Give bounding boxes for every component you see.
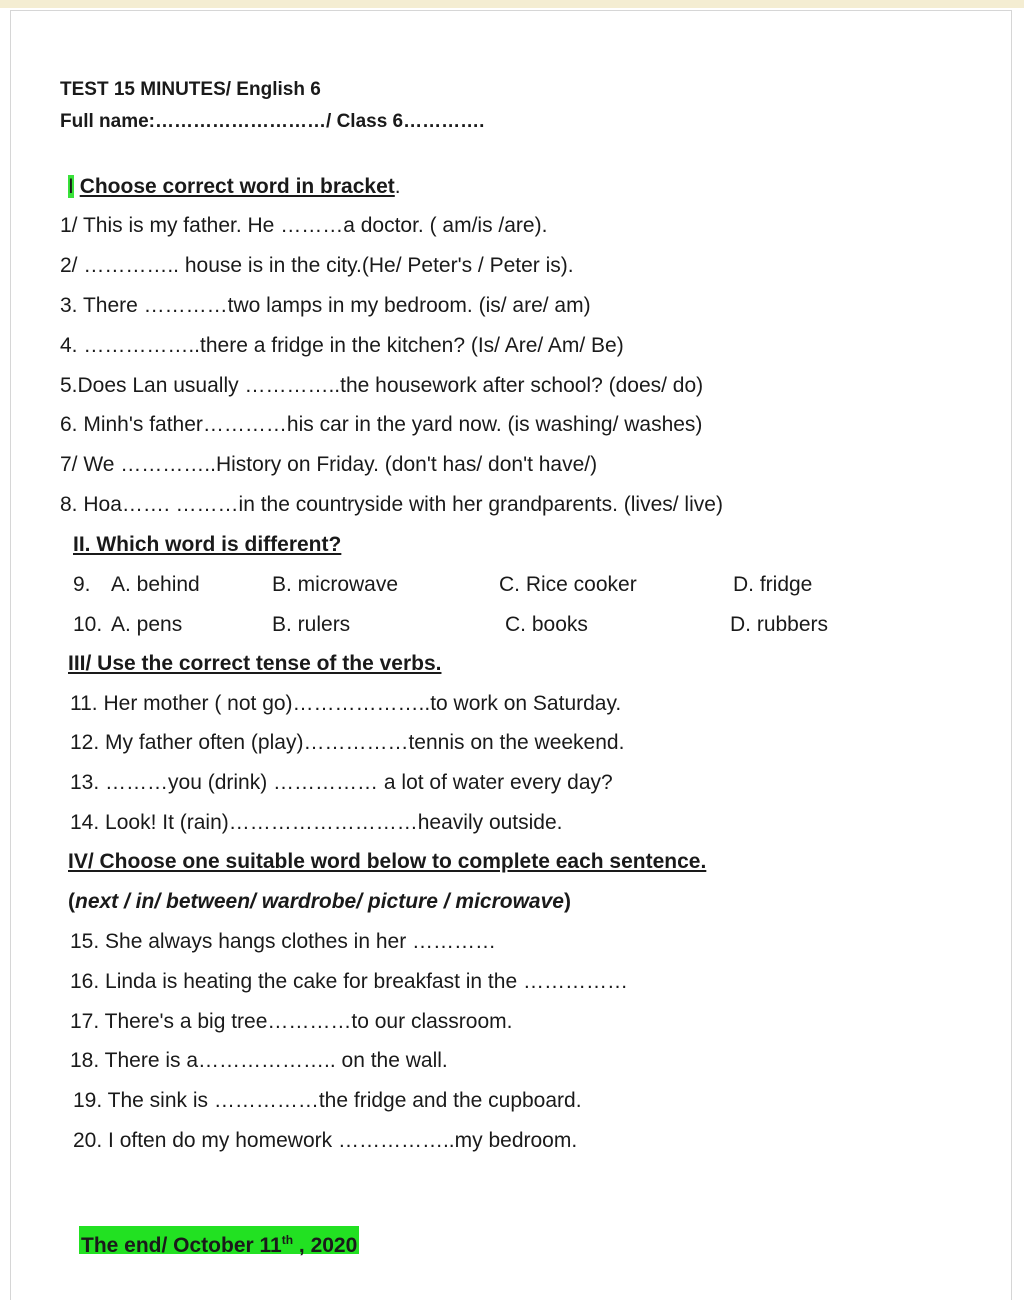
question-20: 20. I often do my homework ……………..my bedroom. bbox=[73, 1129, 578, 1152]
question-18: 18. There is a……………….. on the wall. bbox=[70, 1049, 448, 1072]
top-edge-bar bbox=[0, 0, 1024, 8]
question-15: 15. She always hangs clothes in her ………… bbox=[70, 930, 497, 953]
end-date-label bbox=[79, 1226, 359, 1257]
question-1: 1/ This is my father. He ………a doctor. ( am/is /are). bbox=[60, 214, 548, 237]
question-12: 12. My father often (play)……………tennis on the weekend. bbox=[70, 731, 625, 754]
question-10-number: 10. bbox=[73, 613, 103, 636]
full-name-line: Full name:………………………/ Class 6…………. bbox=[60, 111, 485, 132]
question-11: 11. Her mother ( not go)………………..to work on Saturday. bbox=[70, 692, 622, 715]
question-9-number: 9. bbox=[73, 573, 91, 596]
question-10-option-a: A. pens bbox=[111, 613, 183, 636]
section-1-roman: I bbox=[68, 175, 74, 198]
question-2: 2/ ………….. house is in the city.(He/ Peter's / Peter is). bbox=[60, 254, 574, 277]
question-9-option-c: C. Rice cooker bbox=[499, 573, 637, 596]
section-2-title: II. Which word is different? bbox=[73, 533, 342, 556]
question-3: 3. There …………two lamps in my bedroom. (is/ are/ am) bbox=[60, 294, 591, 317]
question-14: 14. Look! It (rain)………………………heavily outside. bbox=[70, 811, 563, 834]
question-10-option-b: B. rulers bbox=[272, 613, 351, 636]
word-bank-close: ) bbox=[563, 890, 571, 913]
end-text: The end/ October 11 bbox=[81, 1234, 282, 1257]
word-bank-words: next / in/ between/ wardrobe/ picture / microwave bbox=[75, 890, 564, 913]
end-year: , 2020 bbox=[293, 1234, 358, 1257]
question-9-option-b: B. microwave bbox=[272, 573, 399, 596]
section-1-heading bbox=[68, 174, 401, 200]
question-19: 19. The sink is ……………the fridge and the cupboard. bbox=[73, 1089, 582, 1112]
section-1-title: Choose correct word in bracket bbox=[79, 175, 395, 198]
question-17: 17. There's a big tree…………to our classroom. bbox=[70, 1010, 513, 1033]
question-10-option-d: D. rubbers bbox=[730, 613, 829, 636]
section-4-title: IV/ Choose one suitable word below to complete each sentence. bbox=[68, 850, 707, 873]
question-4: 4. ……………..there a fridge in the kitchen? (Is/ Are/ Am/ Be) bbox=[60, 334, 624, 357]
question-10-option-c: C. books bbox=[505, 613, 588, 636]
word-bank bbox=[68, 889, 571, 915]
question-16: 16. Linda is heating the cake for breakfast in the …………… bbox=[70, 970, 628, 993]
end-superscript: th bbox=[281, 1233, 294, 1247]
section-1-period: . bbox=[394, 175, 401, 198]
question-8: 8. Hoa……. ………in the countryside with her grandparents. (lives/ live) bbox=[60, 493, 723, 516]
question-13: 13. ………you (drink) …………… a lot of water every day? bbox=[70, 771, 613, 794]
question-9-option-a: A. behind bbox=[111, 573, 200, 596]
question-5: 5.Does Lan usually …………..the housework after school? (does/ do) bbox=[60, 374, 704, 397]
section-3-title: III/ Use the correct tense of the verbs. bbox=[68, 652, 442, 675]
question-9-option-d: D. fridge bbox=[733, 573, 813, 596]
question-6: 6. Minh's father…………his car in the yard now. (is washing/ washes) bbox=[60, 413, 703, 436]
question-7: 7/ We …………..History on Friday. (don't has/ don't have/) bbox=[60, 453, 598, 476]
test-title: TEST 15 MINUTES/ English 6 bbox=[60, 79, 321, 100]
word-bank-open: ( bbox=[68, 890, 75, 913]
